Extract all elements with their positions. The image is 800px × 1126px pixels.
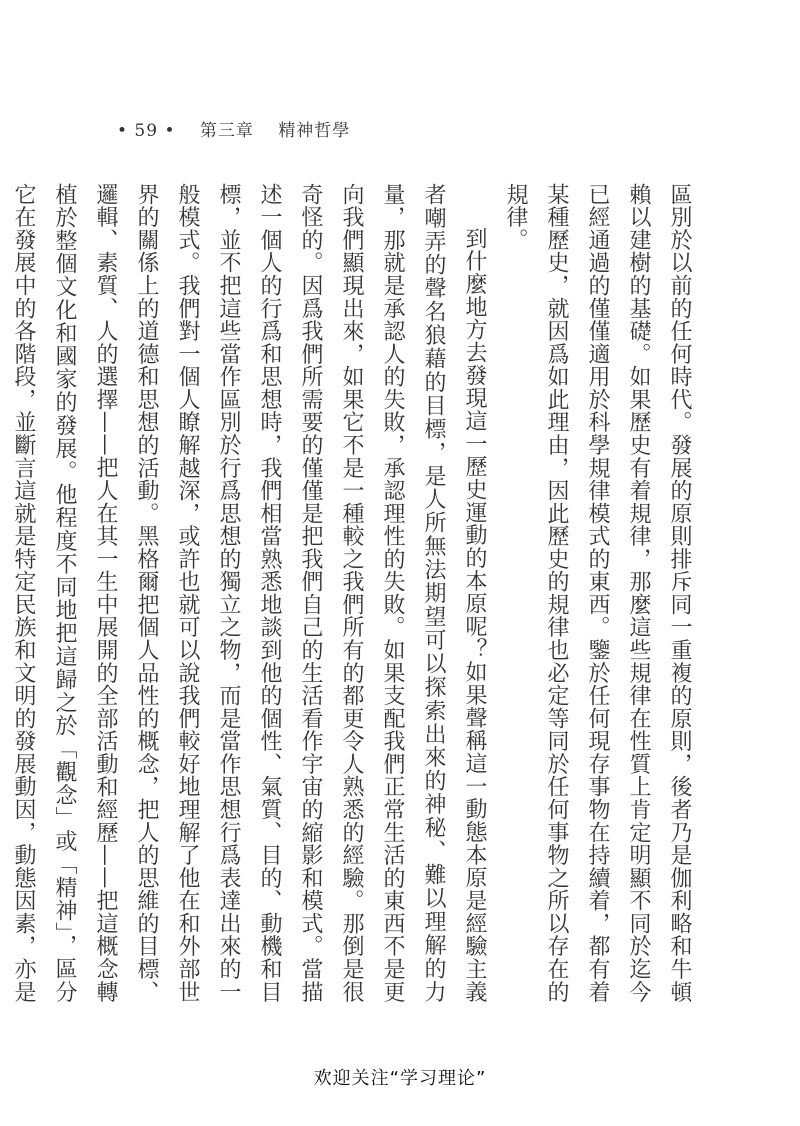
chapter-title: 精神哲學 — [278, 121, 351, 141]
paragraph-1: 區別於以前的任何時代。發展的原則排斥同一重複的原則，後者乃是伽利略和牛頓賴以建樹的基礎。如果歷史有着規律，那麼這些規律在性質上肯定明顯不同於迄今已經通過的僅僅適用於科學規律模式的東西。鑒於任何現存事物在持續着，都有着某種歷史，就因爲如此理由，因此歷史的規律也必定等同於任何事物之所以存在的規律。 — [503, 183, 692, 1003]
vertical-body-text — [11, 183, 700, 1003]
running-header — [117, 116, 368, 141]
paragraph-2: 到什麼地方去發現這一歷史運動的本原呢？如果聲稱這一動態本原是經驗主義者嘲弄的聲名狼藉的目標，是人所無法期望可以探索出來的神秘、難以理解的力量，那就是承認人的失敗，承認理性的失敗。如果支配我們正常生活的東西不是更向我們顯現出來，如果它不是一種較之我們所有的都更令人熟悉的經驗。那倒是很奇怪的。因爲我們所需要的僅僅是把我們自己的生活看作宇宙的縮影和模式。當描述一個人的行爲和思想時，我們相當熟悉地談到他的個性、氣質、目的、動機和目標，並不把這些當作區別於行爲思想的獨立之物，而是當作思想行爲表達出來的一般模式。我們對一個人瞭解越深，或許也就可以說我們較好地理解了他在和外部世界的關係上的道德和思想的活動。黑格爾把個人品性的概念，把人的思維的目標、邏輯、素質、人的選擇——把人在其一生中展開的全部活動和經歷——把這概念轉植於整個文化和國家的發展。他程度不同地把這歸之於「觀念」或「精神」，區分它在發展中的各階段，並斷言這就是特定民族和文明的發展動因，動態因素，亦是 — [11, 183, 487, 1003]
footer-note: 欢迎关注“学习理论” — [313, 1068, 487, 1089]
chapter-label: 第三章 — [199, 121, 254, 141]
page-number: • 59 • — [117, 121, 176, 141]
